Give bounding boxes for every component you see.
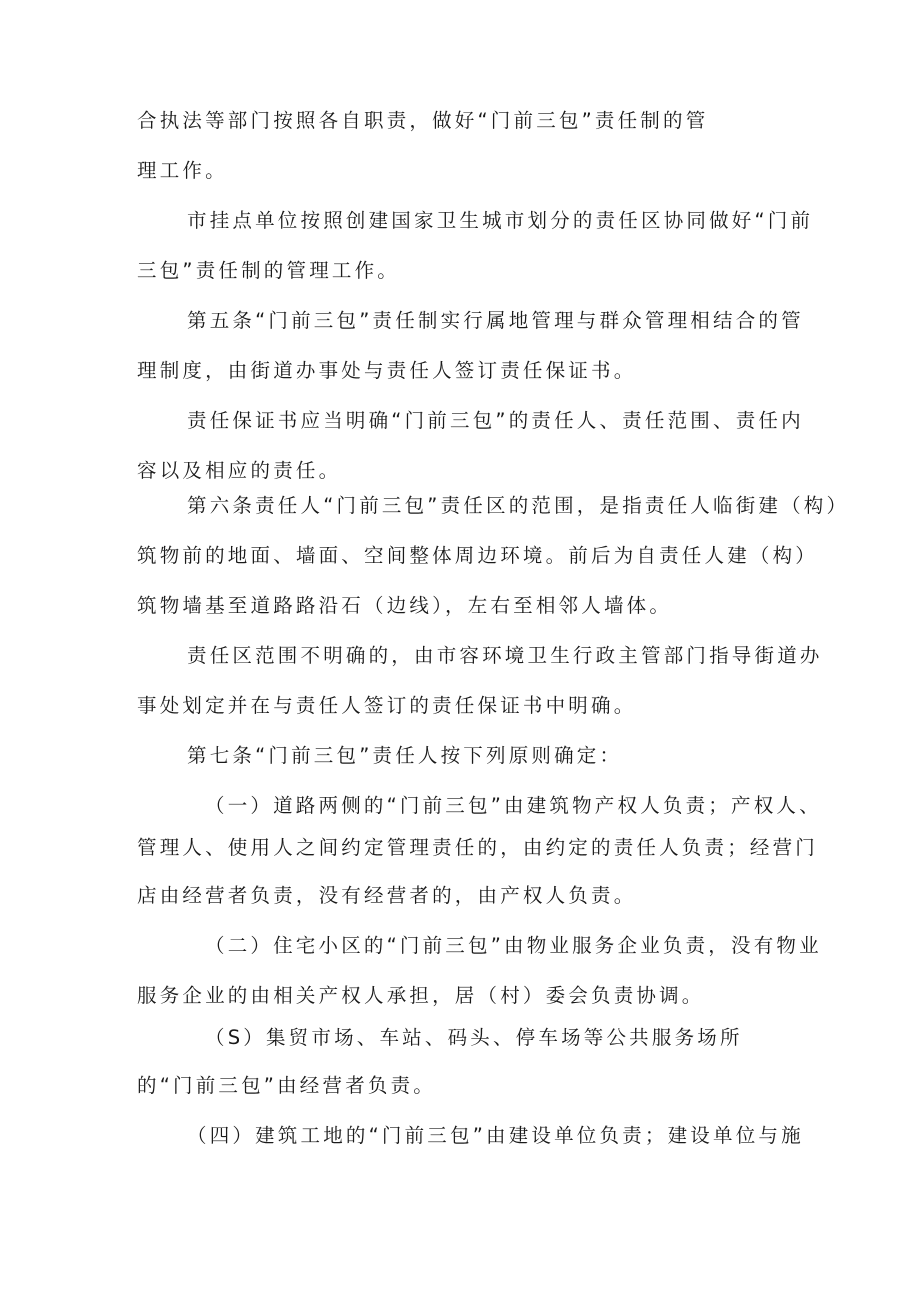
- text-line: 的“门前三包”由经营者负责。: [137, 1074, 437, 1097]
- text-line: 合执法等部门按照各自职责，做好“门前三包”责任制的管: [137, 109, 709, 132]
- text-line: （一）道路两侧的“门前三包”由建筑物产权人负责；产权人、: [205, 794, 822, 817]
- text-line: 筑物前的地面、墙面、空间整体周边环境。前后为自责任人建（构）: [137, 544, 819, 567]
- text-line: 理工作。: [137, 159, 228, 182]
- text-line: 责任保证书应当明确“门前三包”的责任人、责任范围、责任内: [187, 409, 804, 432]
- text-line: 筑物墙基至道路路沿石（边线），左右至相邻人墙体。: [137, 594, 673, 617]
- text-line: 店由经营者负责，没有经营者的，由产权人负责。: [137, 884, 637, 907]
- text-line: 第七条“门前三包”责任人按下列原则确定：: [187, 744, 623, 767]
- text-line: （二）住宅小区的“门前三包”由物业服务企业负责，没有物业: [205, 934, 822, 957]
- text-line: （四）建筑工地的“门前三包”由建设单位负责；建设单位与施: [187, 1124, 804, 1147]
- text-line: （S）集贸市场、车站、码头、停车场等公共服务场所: [205, 1026, 743, 1049]
- text-line: 市挂点单位按照创建国家卫生城市划分的责任区协同做好“门前: [187, 209, 814, 232]
- text-line: 事处划定并在与责任人签订的责任保证书中明确。: [137, 694, 637, 717]
- text-line: 第六条责任人“门前三包”责任区的范围，是指责任人临街建（构）: [187, 494, 850, 517]
- text-line: 理制度，由街道办事处与责任人签订责任保证书。: [137, 359, 637, 382]
- text-line: 三包”责任制的管理工作。: [137, 259, 401, 282]
- text-line: 责任区范围不明确的，由市容环境卫生行政主管部门指导街道办: [187, 644, 823, 667]
- text-line: 管理人、使用人之间约定管理责任的，由约定的责任人负责；经营门: [137, 836, 819, 859]
- text-line: 第五条“门前三包”责任制实行属地管理与群众管理相结合的管: [187, 309, 804, 332]
- text-line: 服务企业的由相关产权人承担，居（村）委会负责协调。: [137, 984, 705, 1007]
- text-line: 容以及相应的责任。: [137, 459, 342, 482]
